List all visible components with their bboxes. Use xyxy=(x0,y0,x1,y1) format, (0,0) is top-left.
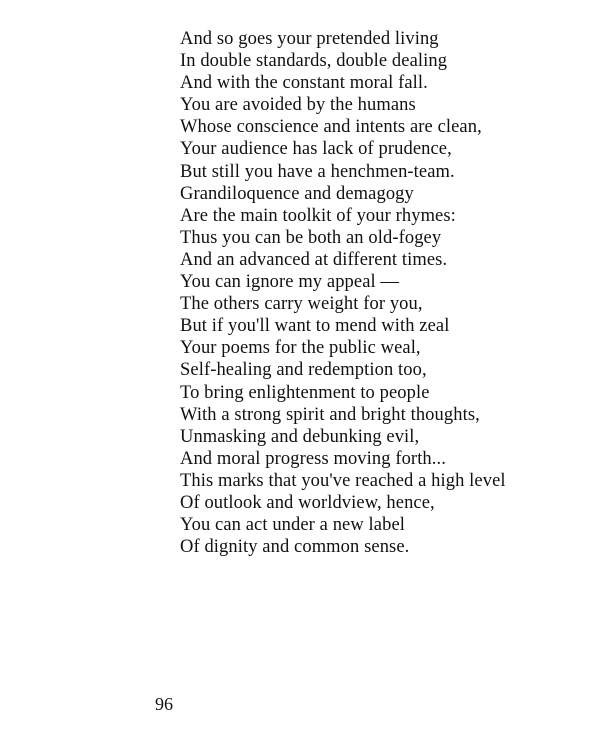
poem-line: In double standards, double dealing xyxy=(180,51,448,72)
poem-line: Grandiloquence and demagogy xyxy=(180,183,414,204)
poem-line: But if you'll want to mend with zeal xyxy=(180,316,450,337)
poem-line: Whose conscience and intents are clean, xyxy=(180,117,482,138)
poem-line: You can ignore my appeal — xyxy=(180,272,400,293)
poem-line: Of dignity and common sense. xyxy=(180,537,410,558)
page-number: 96 xyxy=(155,694,173,714)
poem-line: Unmasking and debunking evil, xyxy=(180,426,420,447)
poem-line: Your audience has lack of prudence, xyxy=(180,139,452,160)
poem-line: And an advanced at different times. xyxy=(180,249,448,270)
poem-line: Your poems for the public weal, xyxy=(180,338,421,359)
poem-line: This marks that you've reached a high level xyxy=(180,470,506,491)
poem-line: Self-healing and redemption too, xyxy=(180,360,427,381)
poem-line: With a strong spirit and bright thoughts, xyxy=(180,404,480,425)
poem-line: The others carry weight for you, xyxy=(180,294,423,315)
poem-line: Thus you can be both an old-fogey xyxy=(180,227,442,248)
poem-line: To bring enlightenment to people xyxy=(180,382,430,403)
poem-line: You can act under a new label xyxy=(180,515,405,536)
poem-line: Of outlook and worldview, hence, xyxy=(180,492,435,513)
poem-line: Are the main toolkit of your rhymes: xyxy=(180,205,456,226)
poem-line: And so goes your pretended living xyxy=(180,29,439,49)
poem-line: And with the constant moral fall. xyxy=(180,73,428,94)
poem-line: But still you have a henchmen-team. xyxy=(180,161,455,182)
poem-body xyxy=(180,28,580,558)
poem-line: And moral progress moving forth... xyxy=(180,448,446,469)
poem-line: You are avoided by the humans xyxy=(180,95,416,116)
